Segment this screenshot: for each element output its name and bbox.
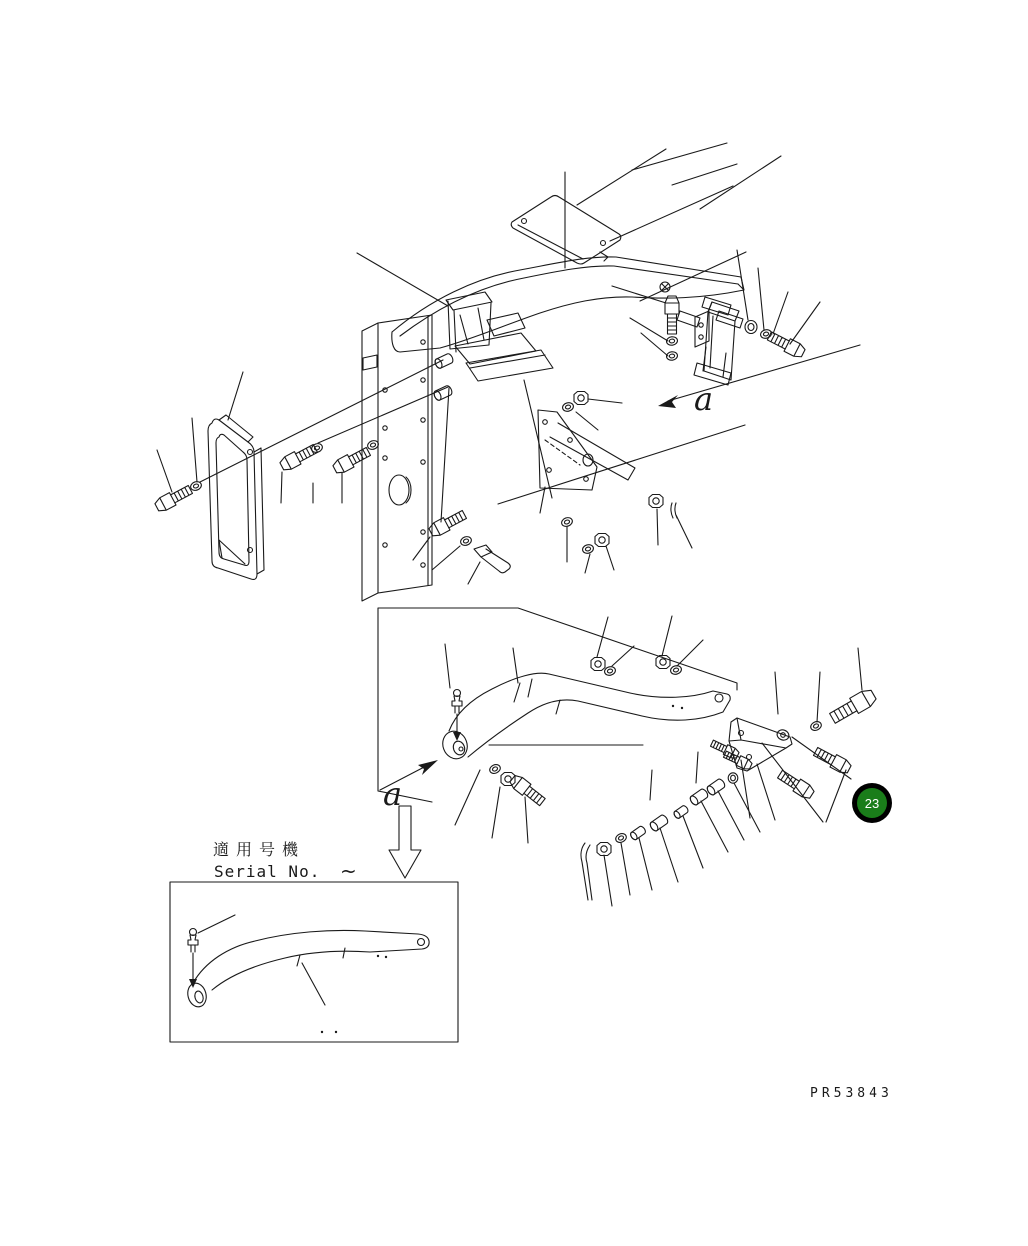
top-mounting-plate bbox=[511, 172, 621, 268]
frame-rails bbox=[577, 143, 781, 301]
mounting-plate bbox=[362, 315, 454, 601]
callout-23-badge[interactable] bbox=[852, 783, 892, 823]
down-arrow-icon bbox=[389, 806, 421, 878]
pin-bushing-set bbox=[581, 752, 760, 906]
support-channel bbox=[441, 292, 553, 522]
cover-panel-fasteners bbox=[154, 439, 380, 513]
view-arrow-a-box bbox=[380, 760, 438, 813]
arrow-up-right-icon bbox=[418, 760, 438, 775]
linkage-bracket bbox=[710, 648, 878, 822]
view-arrow-a-right bbox=[658, 345, 860, 418]
serial-range-tilde: ~ bbox=[340, 859, 357, 883]
callout-23-number: 23 bbox=[864, 796, 880, 811]
cover-panel bbox=[208, 415, 264, 579]
serial-inset bbox=[170, 840, 458, 1042]
leader-lines-left bbox=[157, 253, 448, 503]
arrow-left-icon bbox=[658, 395, 678, 408]
lever-arm bbox=[439, 616, 730, 843]
drawing-number: PR53843 bbox=[810, 1086, 893, 1101]
serial-label-en: Serial No. bbox=[214, 862, 321, 881]
serial-inset-box bbox=[170, 882, 458, 1042]
serial-label-jp: 適用号機 bbox=[213, 840, 306, 859]
inset-lever-arm bbox=[185, 915, 429, 1033]
view-label-a-right: a bbox=[694, 380, 714, 418]
view-label-a-box: a bbox=[383, 775, 403, 813]
mid-fasteners bbox=[413, 392, 692, 585]
cotter-pin bbox=[581, 843, 592, 900]
detail-box bbox=[378, 608, 737, 802]
inset-grease-fitting bbox=[188, 929, 198, 989]
